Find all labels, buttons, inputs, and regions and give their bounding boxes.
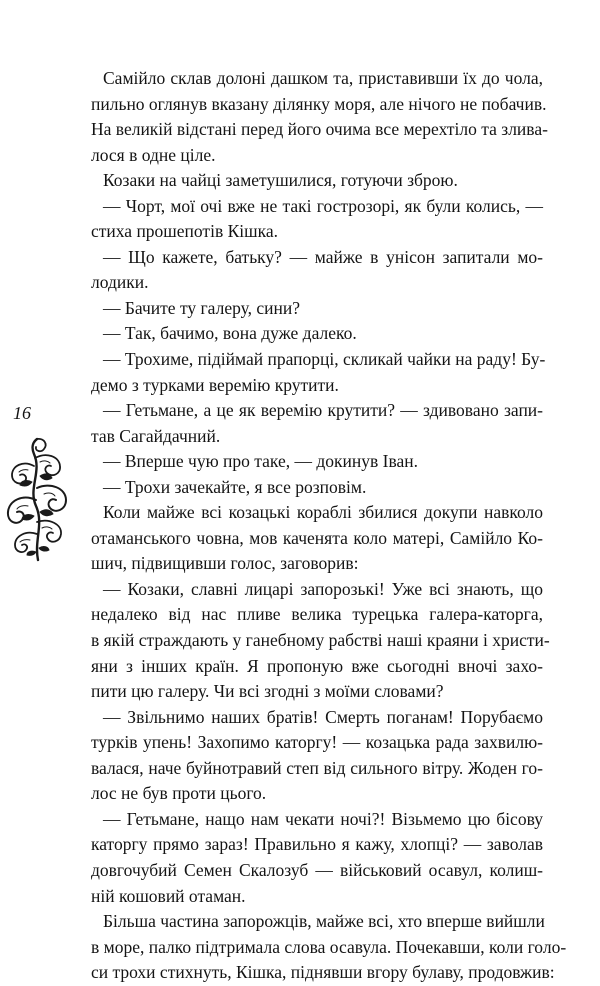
text-line: тав Сагайдачний. bbox=[91, 425, 221, 446]
paragraph bbox=[91, 705, 543, 807]
text-line: Більша частина запорожців, майже всі, хто вперше вийшли bbox=[103, 911, 545, 932]
text-line: — Бачите ту галеру, сини? bbox=[103, 297, 300, 318]
paragraph bbox=[91, 577, 550, 705]
paragraph bbox=[91, 245, 543, 296]
text-line: — Вперше чую про таке, — докинув Іван. bbox=[103, 451, 419, 472]
baroque-flourish-icon bbox=[4, 436, 74, 564]
paragraph bbox=[91, 807, 543, 909]
text-line: демо з турками веремію крутити. bbox=[91, 374, 339, 395]
text-line: — Гетьмане, нащо нам чекати ночі?! Візьмемо цю бісову bbox=[103, 808, 543, 829]
paragraph bbox=[91, 66, 548, 168]
text-line: лодики. bbox=[91, 272, 149, 293]
text-line: довгочубий Семен Скалозуб — військовий осавул, колиш- bbox=[91, 859, 543, 880]
text-line: Самійло склав долоні дашком та, приставивши їх до чола, bbox=[103, 68, 543, 88]
text-line: лос не був проти цього. bbox=[91, 783, 267, 804]
paragraph bbox=[91, 500, 543, 577]
text-line: пильно оглянув вказану ділянку моря, але нічого не побачив. bbox=[91, 93, 547, 114]
text-line: лося в одне ціле. bbox=[91, 144, 216, 165]
text-line: в море, палко підтримала слова осавула. Почекавши, коли голо- bbox=[91, 936, 567, 957]
text-line: — Трохиме, підіймай прапорці, скликай чайки на раду! Бу- bbox=[103, 349, 546, 370]
text-line: си трохи стихнуть, Кішка, піднявши вгору булаву, продовжив: bbox=[91, 962, 555, 983]
text-line: Козаки на чайці заметушилися, готуючи зброю. bbox=[103, 170, 458, 191]
paragraph bbox=[91, 398, 543, 449]
paragraph bbox=[91, 475, 543, 501]
paragraph bbox=[91, 194, 543, 245]
text-line: недалеко від нас пливе велика турецька галера-каторга, bbox=[91, 604, 543, 625]
paragraph bbox=[91, 321, 543, 347]
text-line: — Так, бачимо, вона дуже далеко. bbox=[103, 323, 357, 344]
paragraph bbox=[91, 347, 546, 398]
text-line: в якій страждають у ганебному рабстві наші краяни і христи- bbox=[91, 630, 550, 651]
text-line: шич, підвищивши голос, заговорив: bbox=[91, 553, 359, 574]
text-line: турків упень! Захопимо каторгу! — козацька рада захвилю- bbox=[91, 732, 543, 753]
text-line: — Що кажете, батьку? — майже в унісон запитали мо- bbox=[103, 246, 543, 267]
body-text bbox=[91, 66, 567, 986]
text-line: — Козаки, славні лицарі запорозькі! Уже всі знають, що bbox=[103, 578, 543, 599]
page-number: 16 bbox=[13, 403, 31, 423]
text-line: — Гетьмане, а це як веремію крутити? — здивовано запи- bbox=[103, 400, 543, 421]
text-line: валася, наче буйнотравий степ від сильного вітру. Жоден го- bbox=[91, 757, 543, 778]
paragraph bbox=[91, 909, 567, 986]
text-line: — Звільнимо наших братів! Смерть поганам! Порубаємо bbox=[103, 706, 543, 727]
text-line: каторгу прямо зараз! Правильно я кажу, хлопці? — заволав bbox=[91, 834, 543, 855]
text-line: — Трохи зачекайте, я все розповім. bbox=[103, 476, 367, 497]
text-line: отаманського човна, мов каченята коло матері, Самійло Ко- bbox=[91, 527, 543, 548]
text-line: ній кошовий отаман. bbox=[91, 885, 246, 906]
text-line: Коли майже всі козацькі кораблі збилися докупи навколо bbox=[103, 502, 543, 523]
paragraph bbox=[91, 296, 543, 322]
text-line: стиха прошепотів Кішка. bbox=[91, 221, 278, 242]
paragraph bbox=[91, 168, 543, 194]
text-line: — Чорт, мої очі вже не такі гострозорі, як були колись, — bbox=[103, 195, 543, 216]
paragraph bbox=[91, 449, 543, 475]
text-line: пити цю галеру. Чи всі згодні з моїми словами? bbox=[91, 681, 444, 702]
text-line: яни з інших країн. Я пропоную вже сьогодні вночі захо- bbox=[91, 655, 543, 676]
text-line: На великій відстані перед його очима все мерехтіло та злива- bbox=[91, 119, 548, 140]
